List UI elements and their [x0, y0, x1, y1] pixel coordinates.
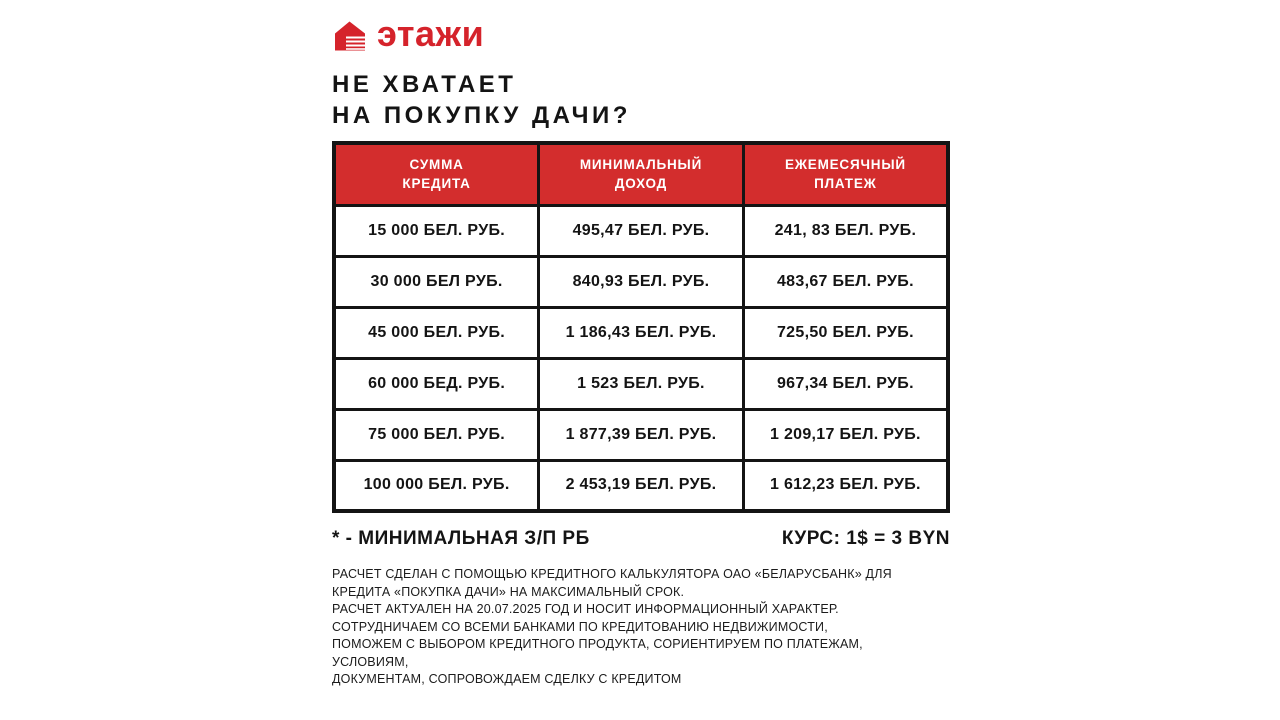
cell-min-income: 1 186,43 БЕЛ. РУБ. — [539, 307, 744, 358]
column-header-min-income: МИНИМАЛЬНЫЙ ДОХОД — [539, 143, 744, 205]
cell-credit-sum: 15 000 БЕЛ. РУБ. — [334, 205, 539, 256]
table-row — [334, 409, 948, 460]
cell-min-income: 1 523 БЕЛ. РУБ. — [539, 358, 744, 409]
credit-table — [332, 141, 950, 513]
table-row — [334, 205, 948, 256]
footnote-min-salary: * - МИНИМАЛЬНАЯ З/П РБ — [332, 528, 590, 549]
page-title-line1: НЕ ХВАТАЕТ — [332, 71, 517, 98]
cell-monthly-payment: 483,67 БЕЛ. РУБ. — [743, 256, 948, 307]
column-header-monthly-payment: ЕЖЕМЕСЯЧНЫЙ ПЛАТЕЖ — [743, 143, 948, 205]
page-title — [332, 69, 950, 131]
logo — [332, 13, 950, 56]
house-icon — [332, 19, 368, 53]
disclaimer-line: РАСЧЕТ АКТУАЛЕН НА 20.07.2025 ГОД И НОСИТ ИНФОРМАЦИОННЫЙ ХАРАКТЕР. — [332, 602, 839, 616]
disclaimer-line: ПОМОЖЕМ С ВЫБОРОМ КРЕДИТНОГО ПРОДУКТА, СОРИЕНТИРУЕМ ПО ПЛАТЕЖАМ, — [332, 637, 863, 651]
cell-monthly-payment: 241, 83 БЕЛ. РУБ. — [743, 205, 948, 256]
disclaimer-line: УСЛОВИЯМ, — [332, 654, 409, 669]
disclaimer-line: КРЕДИТА «ПОКУПКА ДАЧИ» НА МАКСИМАЛЬНЫЙ СРОК. — [332, 584, 685, 599]
page-title-line2: НА ПОКУПКУ ДАЧИ? — [332, 102, 631, 129]
table-row — [334, 307, 948, 358]
cell-credit-sum: 45 000 БЕЛ. РУБ. — [334, 307, 539, 358]
table-row — [334, 460, 948, 511]
cell-credit-sum: 60 000 БЕД. РУБ. — [334, 358, 539, 409]
footnote-row — [332, 528, 950, 550]
table-row — [334, 256, 948, 307]
cell-min-income: 840,93 БЕЛ. РУБ. — [539, 256, 744, 307]
infographic-content — [332, 13, 950, 689]
logo-text: этажи — [377, 13, 485, 54]
cell-monthly-payment: 1 612,23 БЕЛ. РУБ. — [743, 460, 948, 511]
cell-min-income: 1 877,39 БЕЛ. РУБ. — [539, 409, 744, 460]
cell-credit-sum: 30 000 БЕЛ РУБ. — [334, 256, 539, 307]
cell-monthly-payment: 725,50 БЕЛ. РУБ. — [743, 307, 948, 358]
disclaimer — [332, 566, 950, 689]
column-header-credit-sum: СУММА КРЕДИТА — [334, 143, 539, 205]
cell-monthly-payment: 1 209,17 БЕЛ. РУБ. — [743, 409, 948, 460]
disclaimer-line: ДОКУМЕНТАМ, СОПРОВОЖДАЕМ СДЕЛКУ С КРЕДИТОМ — [332, 672, 682, 686]
cell-min-income: 2 453,19 БЕЛ. РУБ. — [539, 460, 744, 511]
disclaimer-line: СОТРУДНИЧАЕМ СО ВСЕМИ БАНКАМИ ПО КРЕДИТОВАНИЮ НЕДВИЖИМОСТИ, — [332, 619, 828, 634]
cell-credit-sum: 100 000 БЕЛ. РУБ. — [334, 460, 539, 511]
cell-min-income: 495,47 БЕЛ. РУБ. — [539, 205, 744, 256]
cell-monthly-payment: 967,34 БЕЛ. РУБ. — [743, 358, 948, 409]
cell-credit-sum: 75 000 БЕЛ. РУБ. — [334, 409, 539, 460]
disclaimer-line: РАСЧЕТ СДЕЛАН С ПОМОЩЬЮ КРЕДИТНОГО КАЛЬКУЛЯТОРА ОАО «БЕЛАРУСБАНК» ДЛЯ — [332, 567, 892, 581]
credit-table-header-row — [334, 143, 948, 205]
table-row — [334, 358, 948, 409]
exchange-rate: КУРС: 1$ = 3 BYN — [781, 528, 950, 549]
